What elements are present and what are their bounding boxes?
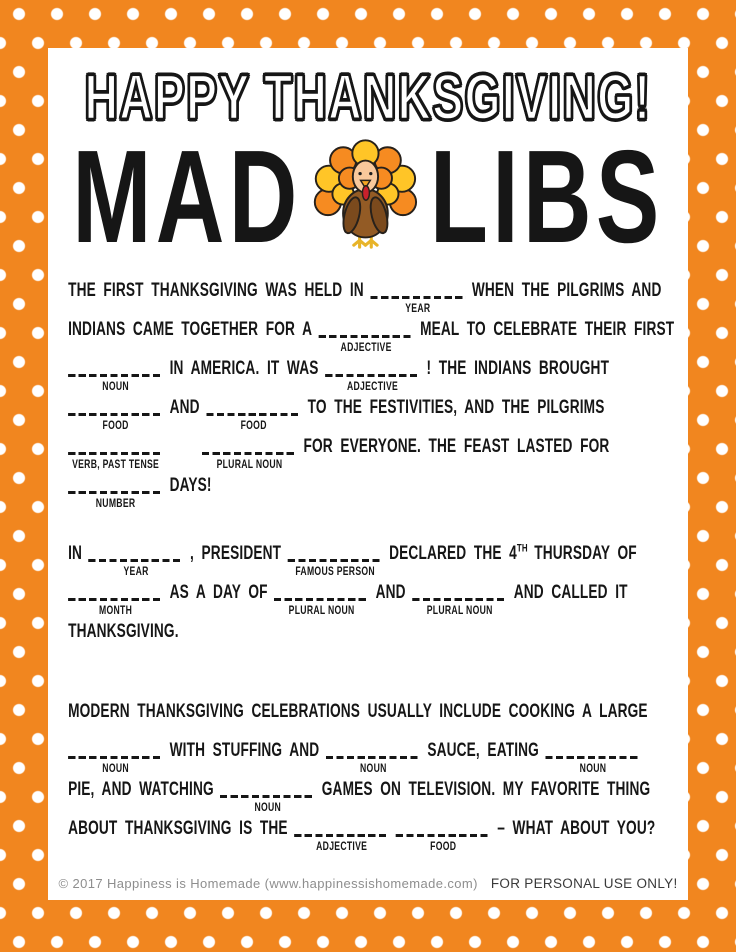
logo-word-mad: MAD	[72, 123, 302, 271]
madlib-text: THE FIRST THANKSGIVING WAS HELD IN	[68, 280, 364, 301]
blank-label: PLURAL NOUN	[216, 457, 283, 471]
madlib-text: WITH STUFFING AND	[169, 740, 320, 761]
logo-word-libs: LIBS	[429, 123, 664, 271]
madlib-line	[68, 276, 678, 315]
blank-label: PLURAL NOUN	[288, 603, 355, 617]
blank-label: PLURAL NOUN	[426, 603, 493, 617]
blank-line	[545, 756, 640, 759]
blank-line	[68, 452, 163, 455]
madlib-text: THURSDAY OF	[534, 543, 637, 564]
blank-line	[206, 413, 301, 416]
blank-line	[68, 491, 163, 494]
blank-line	[274, 598, 369, 601]
madlib-text: DAYS!	[169, 475, 212, 496]
madlib-blank	[68, 397, 163, 432]
blank-label: ADJECTIVE	[340, 340, 392, 354]
blank-line	[89, 559, 184, 562]
blank-label: ADJECTIVE	[346, 379, 399, 393]
madlib-line	[68, 539, 678, 578]
madlib-blank	[412, 582, 507, 617]
madlib-line	[68, 617, 678, 643]
madlib-text: – WHAT ABOUT YOU?	[497, 818, 656, 839]
madlib-blank	[274, 582, 369, 617]
madlib-line	[68, 578, 678, 617]
madlib-blank	[325, 358, 420, 393]
blank-line	[412, 598, 507, 601]
madlib-line	[68, 697, 678, 723]
madlib-text: , PRESIDENT	[190, 543, 282, 564]
worksheet-page	[48, 48, 688, 900]
personal-use-notice: FOR PERSONAL USE ONLY!	[490, 876, 678, 891]
blank-label: MONTH	[99, 603, 133, 617]
page-content	[58, 48, 678, 853]
madlib-text: INDIANS CAME TOGETHER FOR A	[68, 319, 313, 340]
blank-label: ADJECTIVE	[316, 839, 368, 853]
madlib-text: IN AMERICA. IT WAS	[169, 358, 319, 379]
madlib-paragraphs	[58, 276, 678, 853]
blank-label: FOOD	[240, 418, 267, 432]
madlib-blank	[68, 475, 163, 510]
madlib-text: MEAL TO CELEBRATE THEIR FIRST	[420, 319, 675, 340]
madlib-blank	[288, 543, 383, 578]
madlib-line	[68, 315, 678, 354]
madlib-line	[68, 814, 678, 853]
madlib-line	[68, 736, 678, 775]
blank-label: NOUN	[102, 761, 129, 775]
blank-line	[325, 374, 420, 377]
copyright-text: © 2017 Happiness is Homemade (www.happinessishomemade.com)	[58, 876, 478, 891]
madlib-text: GAMES ON TELEVISION. MY FAVORITE THING	[321, 779, 651, 800]
blank-line	[326, 756, 421, 759]
blank-label: FAMOUS PERSON	[295, 564, 375, 578]
blank-line	[68, 756, 163, 759]
blank-label: YEAR	[123, 564, 149, 578]
blank-label: YEAR	[405, 301, 431, 315]
madlib-blank	[319, 319, 414, 354]
blank-label: VERB, PAST TENSE	[72, 457, 160, 471]
madlib-line	[68, 393, 678, 432]
madlib-text: FOR EVERYONE. THE FEAST LASTED FOR	[303, 436, 610, 457]
madlib-blank	[545, 740, 640, 775]
madlib-text: TO THE FESTIVITIES, AND THE PILGRIMS	[307, 397, 605, 418]
blank-line	[68, 598, 163, 601]
madlib-line	[68, 432, 678, 471]
superscript: TH	[516, 542, 528, 555]
blank-line	[68, 374, 163, 377]
paragraph-3	[68, 697, 678, 853]
blank-label: NOUN	[360, 761, 387, 775]
blank-line	[294, 834, 389, 837]
madlib-blank	[326, 740, 421, 775]
madlib-blank	[206, 397, 301, 432]
madlib-text: AND CALLED IT	[513, 582, 628, 603]
blank-label: FOOD	[102, 418, 129, 432]
blank-line	[319, 335, 414, 338]
blank-line	[396, 834, 491, 837]
blank-line	[68, 413, 163, 416]
madlib-text: DECLARED THE 4TH	[389, 542, 528, 564]
page-title: HAPPY THANKSGIVING!	[84, 61, 652, 133]
madlib-blank	[202, 436, 297, 471]
madlib-blank	[68, 358, 163, 393]
madlib-blank	[220, 779, 315, 814]
madlib-text: AND	[169, 397, 200, 418]
blank-label: NUMBER	[95, 496, 136, 510]
blank-label: FOOD	[430, 839, 457, 853]
madlib-text: WHEN THE PILGRIMS AND	[471, 280, 662, 301]
blank-line	[288, 559, 383, 562]
madlib-text: PIE, AND WATCHING	[68, 779, 214, 800]
blank-line	[202, 452, 297, 455]
madlib-text: AS A DAY OF	[169, 582, 268, 603]
madlib-text: AND	[375, 582, 406, 603]
blank-label: NOUN	[102, 379, 129, 393]
madlib-blank	[89, 543, 184, 578]
blank-line	[370, 296, 465, 299]
madlib-line	[68, 471, 678, 510]
paragraph-2	[68, 539, 678, 643]
madlib-text: ! THE INDIANS BROUGHT	[426, 358, 610, 379]
madlib-blank	[68, 436, 163, 471]
madlib-text: MODERN THANKSGIVING CELEBRATIONS USUALLY INCLUDE COOKING A LARGE	[68, 701, 648, 722]
page-footer	[48, 876, 688, 891]
madlib-text: ABOUT THANKSGIVING IS THE	[68, 818, 288, 839]
turkey-icon	[307, 134, 424, 250]
madlibs-logo	[58, 123, 678, 271]
madlib-line	[68, 354, 678, 393]
madlib-text: THANKSGIVING.	[68, 621, 179, 642]
madlib-blank	[396, 818, 491, 853]
paragraph-1	[68, 276, 678, 510]
blank-line	[220, 795, 315, 798]
madlib-blank	[68, 740, 163, 775]
blank-label: NOUN	[254, 800, 282, 814]
madlib-blank	[68, 582, 163, 617]
madlib-blank	[370, 280, 465, 315]
blank-label: NOUN	[579, 761, 607, 775]
madlib-text: IN	[68, 543, 83, 564]
madlib-text: SAUCE, EATING	[427, 740, 539, 761]
madlib-line	[68, 775, 678, 814]
madlib-blank	[294, 818, 389, 853]
